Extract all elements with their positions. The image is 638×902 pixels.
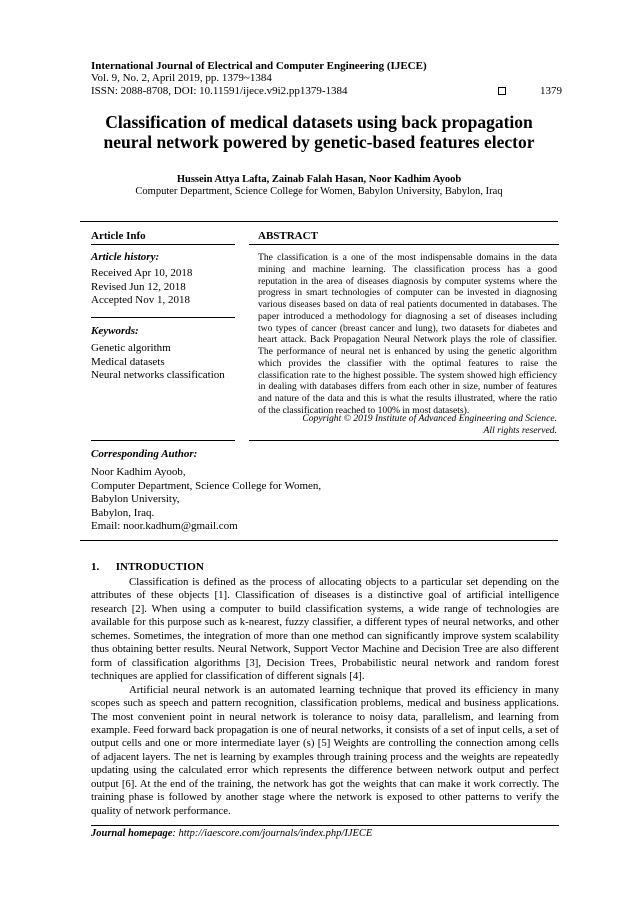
issn-text: ISSN: 2088-8708, DOI: 10.11591/ijece.v9i2.pp1379-1384 — [91, 85, 348, 97]
history-revised: Revised Jun 12, 2018 — [91, 280, 186, 293]
affiliation: Computer Department, Science College for Women, Babylon University, Babylon, Iraq — [135, 186, 503, 197]
keyword-item: Genetic algorithm — [91, 342, 171, 354]
keywords-list — [91, 342, 225, 383]
corresponding-details — [91, 466, 321, 534]
bottom-block-rule — [80, 540, 558, 541]
title-line-1: Classification of medical datasets using back propagation — [105, 112, 533, 132]
copyright-line-2: All rights reserved. — [483, 425, 557, 436]
page-number: 1379 — [540, 85, 562, 97]
footer-rule — [91, 825, 559, 826]
corresponding-email: Email: noor.kadhum@gmail.com — [91, 520, 238, 532]
top-rule — [80, 221, 558, 222]
abstract-rule — [249, 244, 559, 245]
copyright-line-1: Copyright © 2019 Institute of Advanced Engineering and Science. — [302, 413, 557, 424]
paper-title — [80, 112, 558, 152]
introduction-heading: 1. INTRODUCTION — [91, 561, 204, 573]
history-accepted: Accepted Nov 1, 2018 — [91, 294, 190, 306]
homepage-url[interactable]: http://iaescore.com/journals/index.php/IJECE — [178, 828, 373, 839]
abstract-heading: ABSTRACT — [258, 230, 318, 242]
history-rule — [91, 317, 235, 318]
history-list — [91, 267, 192, 308]
issn-line — [91, 85, 562, 97]
corresponding-name: Noor Kadhim Ayoob, — [91, 466, 186, 478]
authors: Hussein Attya Lafta, Zainab Falah Hasan, Noor Kadhim Ayoob — [176, 174, 462, 185]
corresponding-department: Computer Department, Science College for Women, — [91, 479, 322, 492]
abstract-bottom-rule — [249, 440, 559, 441]
title-line-2: neural network powered by genetic-based features elector — [103, 132, 535, 152]
copyright — [258, 413, 557, 437]
abstract-text: The classification is a one of the most indispensable domains in the data mining and machine learning. The classification process has a good reputation in the area of diseases diagnosis by computer systems where the progress in smart technologies of computer can be invested in diagnosing various diseases based on data of real patients documented in databases. The paper introduced a methodology for diagnosing a set of diseases including two types of cancer (breast cancer and lung), two datasets for diabetes and heart attack. Back Propagation Neural Network plays the role of classifier. The performance of neural net is enhanced by using the genetic algorithm which provides the classifier with the optimal features to raise the classification rate to the highest possible. The system showed high efficiency in dealing with databases differs from each other in size, number of features and nature of the data and this is what the results illustrated, where the ratio of the classification reached to 100% in most datasets). — [258, 252, 557, 416]
intro-paragraph-2: Artificial neural network is an automated learning technique that proved its efficiency in many scopes such as speech and pattern recognition, classification problems, medical and business applications. The most convenient point in neural network is tolerance to noisy data, parallelism, and learning from example. Feed forward back propagation is one of neural networks, it consists of a set of input cells, a set of output cells and one or more intermediate layer (s) [5] Weights are controlling the connection among cells of adjacent layers. The net is learning by examples through training process and the weights are repeatedly updating using the calculated error which represents the difference between network output and perfect output [6]. At the end of the training, the network has got the weights that can make it work correctly. The training phase is followed by another stage where the network is exposed to other patterns to verify the quality of network performance. — [91, 683, 559, 817]
checkbox-square-icon — [498, 87, 506, 95]
history-received: Received Apr 10, 2018 — [91, 267, 193, 279]
keywords-heading: Keywords: — [91, 325, 139, 337]
corresponding-city: Babylon, Iraq. — [91, 506, 155, 519]
journal-homepage: Journal homepage: http://iaescore.com/journals/index.php/IJECE — [91, 828, 373, 839]
volume-info: Vol. 9, No. 2, April 2019, pp. 1379~1384 — [91, 72, 272, 84]
keyword-item: Medical datasets — [91, 355, 165, 368]
article-info-heading: Article Info — [91, 230, 146, 242]
intro-paragraph-1: Classification is defined as the process of allocating objects to a particular set depending on the attributes of these objects [1]. Classification of diseases is a distinctive goal of artificial intelligence research [2]. When using a computer to build classification systems, a wide range of technologies are available for this purpose such as k-nearest, fuzzy classifier, a different types of neural networks, and other schemes. Sometimes, the integration of more than one method can significantly improve system scalability thus obtaining better results. Neural Network, Support Vector Machine and Decision Tree are also different form of classification algorithms [3], Decision Trees, Probabilistic neural network and random forest techniques are applied for classification of different signals [4]. — [91, 576, 559, 683]
journal-name: International Journal of Electrical and Computer Engineering (IJECE) — [91, 60, 427, 72]
homepage-label: Journal homepage — [91, 828, 173, 839]
corresponding-heading: Corresponding Author: — [91, 448, 198, 460]
keyword-item: Neural networks classification — [91, 369, 225, 381]
article-info-rule — [91, 244, 235, 245]
history-heading: Article history: — [91, 251, 160, 263]
keywords-rule — [91, 440, 235, 441]
corresponding-university: Babylon University, — [91, 493, 180, 505]
introduction-body — [91, 576, 559, 818]
